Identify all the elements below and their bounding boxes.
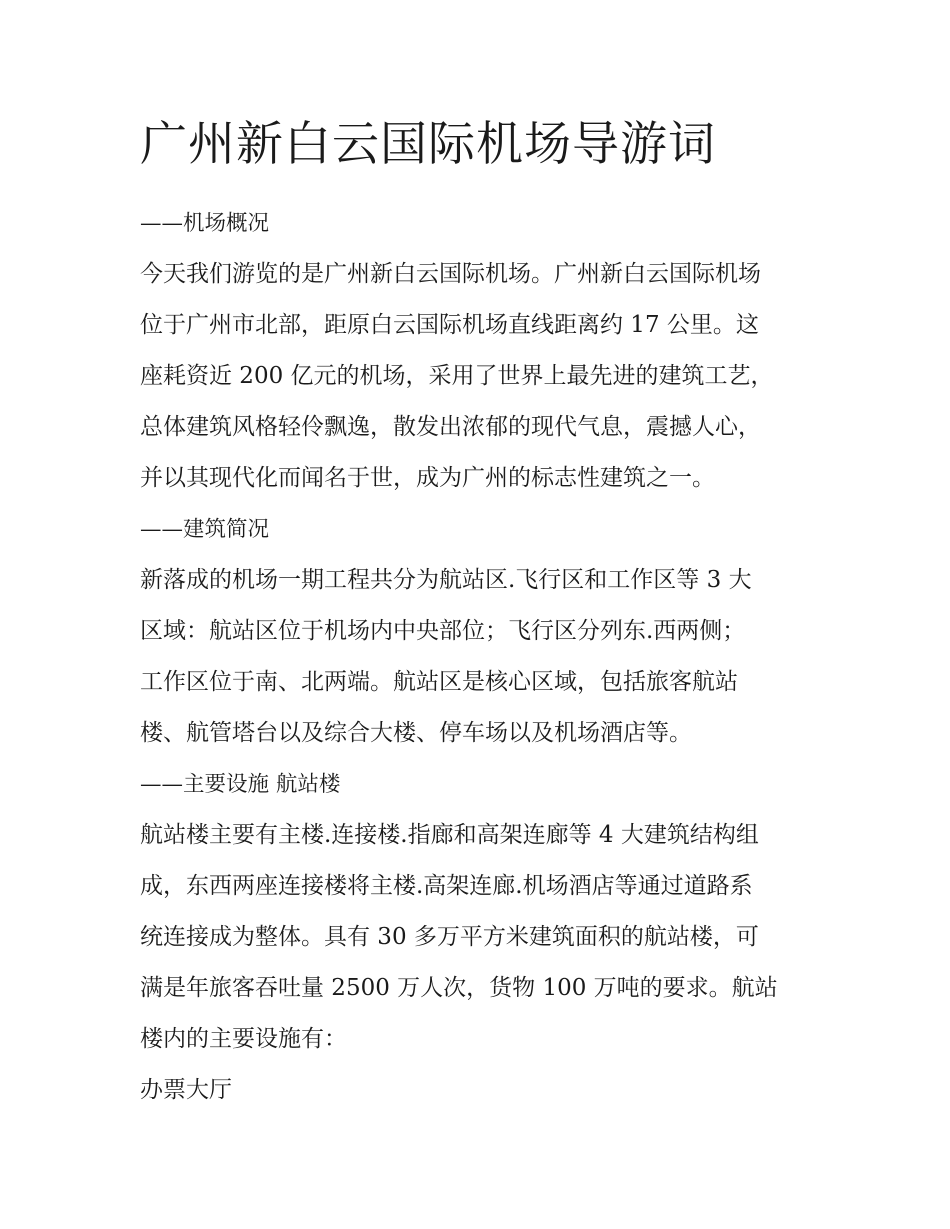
paragraph-line: 今天我们游览的是广州新白云国际机场。广州新白云国际机场 <box>140 261 761 287</box>
paragraph-line: 总体建筑风格轻伶飘逸，散发出浓郁的现代气息，震撼人心， <box>140 414 761 440</box>
document-page <box>140 110 820 1116</box>
paragraph-line: 成，东西两座连接楼将主楼.高架连廊.机场酒店等通过道路系 <box>140 873 753 899</box>
paragraph-line: 座耗资近 200 亿元的机场，采用了世界上最先进的建筑工艺， <box>140 363 774 389</box>
paragraph-line: 航站楼主要有主楼.连接楼.指廊和高架连廊等 4 大建筑结构组 <box>140 822 759 848</box>
paragraph-line: 位于广州市北部，距原白云国际机场直线距离约 17 公里。这 <box>140 312 759 338</box>
paragraph-line: 满是年旅客吞吐量 2500 万人次，货物 100 万吨的要求。航站 <box>140 975 778 1001</box>
section-heading-building: ——建筑简况 <box>140 517 270 542</box>
section-heading-overview: ——机场概况 <box>140 211 270 236</box>
paragraph-line: 工作区位于南、北两端。航站区是核心区域，包括旅客航站 <box>140 669 738 695</box>
paragraph-line: 统连接成为整体。具有 30 多万平方米建筑面积的航站楼，可 <box>140 924 759 950</box>
section-heading-facilities: ——主要设施 航站楼 <box>140 772 341 797</box>
paragraph-line: 办票大厅 <box>140 1077 232 1103</box>
paragraph-line: 区域：航站区位于机场内中央部位；飞行区分列东.西两侧； <box>140 618 746 644</box>
paragraph-line: 新落成的机场一期工程共分为航站区.飞行区和工作区等 3 大 <box>140 567 752 593</box>
paragraph-line: 楼内的主要设施有： <box>140 1026 347 1052</box>
paragraph-line: 楼、航管塔台以及综合大楼、停车场以及机场酒店等。 <box>140 720 692 746</box>
paragraph-line: 并以其现代化而闻名于世，成为广州的标志性建筑之一。 <box>140 465 715 491</box>
document-title: 广州新白云国际机场导游词 <box>140 117 716 172</box>
